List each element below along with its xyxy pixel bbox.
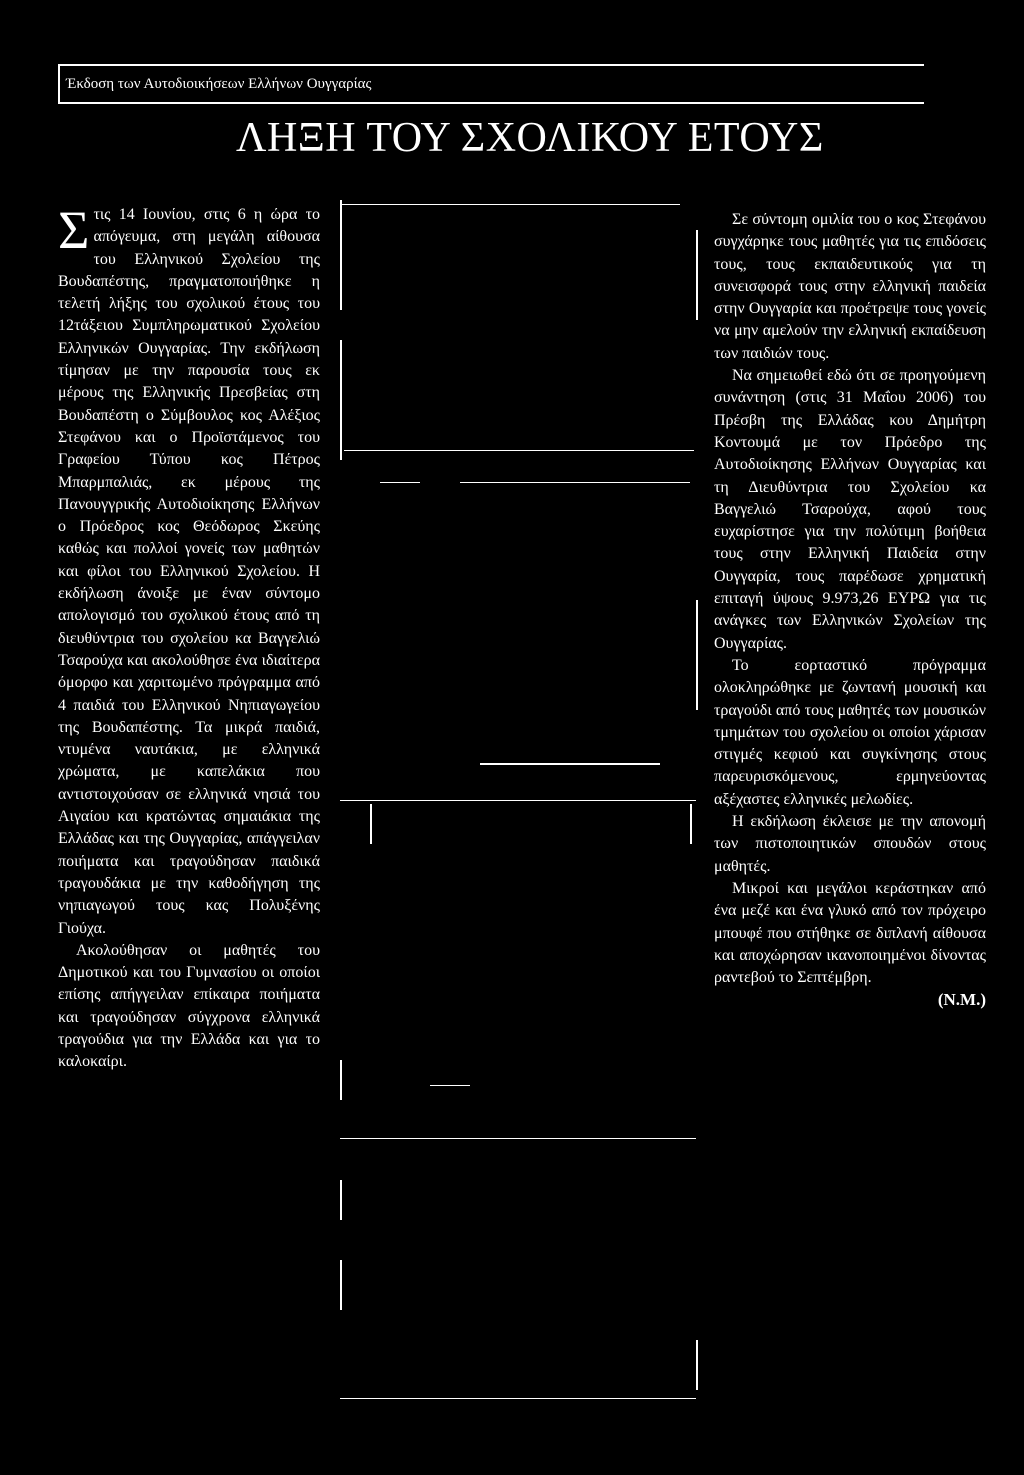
photo-edge-line: [340, 800, 696, 801]
drop-cap: Σ: [58, 200, 90, 260]
photo-edge-line: [340, 1180, 342, 1220]
photo-edge-line: [380, 482, 420, 483]
right-column: [714, 209, 986, 1012]
photo-edge-line: [696, 600, 698, 710]
photo-edge-line: [340, 1260, 342, 1310]
photo-edge-line: [344, 450, 694, 451]
left-paragraph-1-text: τις 14 Ιουνίου, στις 6 η ώρα το απόγευμα, στη μεγάλη αίθουσα του Ελληνικού Σχολείου της Βουδαπέστης, πραγματοποιήθηκε η τελετή λήξης του σχολικού έτους του 12τάξειου Συμπληρωματικού Σχολείου Ελληνικών Ουγγαρίας. Την εκδήλωση τίμησαν με την παρουσία τους εκ μέρους της Ελληνικής Πρεσβείας στη Βουδαπέστη ο Σύμβουλος κος Αλέξιος Στεφάνου και ο Προϊστάμενος του Γραφείου Τύπου κος Πέτρος Μπαρμπαλιάς, εκ μέρους της Πανουγγρικής Αυτοδιοίκησης Ελλήνων ο Πρόεδρος κος Θεόδωρος Σκεύης καθώς και πολλοί γονείς των μαθητών και φίλοι του Ελληνικού Σχολείου. Η εκδήλωση άνοιξε με έναν σύντομο απολογισμό του σχολικού έτους από τη διευθύντρια του σχολείου κα Βαγγελιώ Τσαρούχα και ακολούθησε ένα ιδιαίτερα όμορφο και χαριτωμένο πρόγραμμα από 4 παιδιά του Ελληνικού Νηπιαγωγείου της Βουδαπέστης. Τα μικρά παιδιά, ντυμένα ναυτάκια, με ελληνικά χρώματα, με καπελάκια που αντιστοιχούσαν σε ελληνικά νησιά του Αιγαίου και κρατώντας σημαιάκια της Ελλάδας και της Ουγγαρίας, απάγγειλαν ποιήματα και τραγούδησαν παιδικά τραγουδάκια με την καθοδήγηση της νηπιαγωγού τους κας Πολυξένης Γιούχα.: [58, 206, 320, 937]
photo-edge-line: [340, 1138, 696, 1139]
photo-edge-line: [340, 1060, 342, 1100]
left-paragraph-1: [58, 200, 320, 940]
photo-edge-line: [340, 1398, 696, 1399]
photo-edge-line: [430, 1085, 470, 1086]
photo-edge-line: [340, 340, 342, 460]
right-paragraph-2: Να σημειωθεί εδώ ότι σε προηγούμενη συνάντηση (στις 31 Μαΐου 2006) του Πρέσβη της Ελλάδας κου Δημήτρη Κοντουμά με τον Πρόεδρο της Αυτοδιοίκησης Ελλήνων Ουγγαρίας και τη Διευθύντρια του Σχολείου κα Βαγγελιώ Τσαρούχα, αφού τους ευχαρίστησε για την πολύτιμη βοήθεια τους στην Ελληνική Παιδεία στην Ουγγαρία, τους παρέδωσε χρηματική επιταγή ύψους 9.973,26 ΕΥΡΩ για τις ανάγκες των Ελληνικών Σχολείων της Ουγγαρίας.: [714, 367, 986, 652]
photo-edge-line: [690, 804, 692, 844]
right-paragraph-1: Σε σύντομη ομιλία του ο κος Στεφάνου συγχάρηκε τους μαθητές για τις επιδόσεις τους, τους εκπαιδευτικούς για τη συνεισφορά τους στην ελληνική παιδεία στην Ουγγαρία και προέτρεψε τους γονείς να μην αμελούν την ελληνική εκπαίδευση των παιδιών τους.: [714, 211, 986, 362]
right-paragraph-4: Η εκδήλωση έκλεισε με την απονομή των πιστοποιητικών σπουδών στους μαθητές.: [714, 813, 986, 875]
right-paragraph-5: Μικροί και μεγάλοι κεράστηκαν από ένα μεζέ και ένα γλυκό από τον πρόχειρο μπουφέ που στήθηκε σε διπλανή αίθουσα και αποχώρησαν ικανοποιημένοι δίνοντας ραντεβού το Σεπτέμβρη.: [714, 879, 986, 987]
photo-edge-line: [696, 1340, 698, 1390]
photo-edge-line: [480, 763, 660, 765]
left-paragraph-2: Ακολούθησαν οι μαθητές του Δημοτικού και του Γυμνασίου οι οποίοι επίσης απήγγειλαν επίκαιρα ποιήματα και τραγούδησαν σύγχρονα ελληνικά τραγούδια για την Ελλάδα και για το καλοκαίρι.: [58, 941, 320, 1071]
photo-edge-line: [696, 230, 698, 320]
photo-edge-line: [370, 804, 372, 844]
photo-edge-line: [340, 200, 342, 310]
publication-header: Έκδοση των Αυτοδιοικήσεων Ελλήνων Ουγγαρίας: [66, 76, 372, 92]
photo-edge-line: [340, 204, 680, 205]
article-title: ΛΗΞΗ ΤΟΥ ΣΧΟΛΙΚΟΥ ΕΤΟΥΣ: [236, 115, 824, 161]
photo-edge-line: [460, 482, 690, 483]
left-column: [58, 200, 320, 1074]
photo-placeholder-lines: [320, 200, 710, 1400]
author-signature: (Ν.Μ.): [937, 990, 986, 1010]
right-paragraph-3: Το εορταστικό πρόγραμμα ολοκληρώθηκε με ζωντανή μουσική και τραγούδι από τους μαθητές των μουσικών τμημάτων του σχολείου οι οποίοι χάρισαν στιγμές κεφιού και συγκίνησης στους παρευρισκόμενους, ερμηνεύοντας αξέχαστες ελληνικές μελωδίες.: [714, 656, 986, 808]
